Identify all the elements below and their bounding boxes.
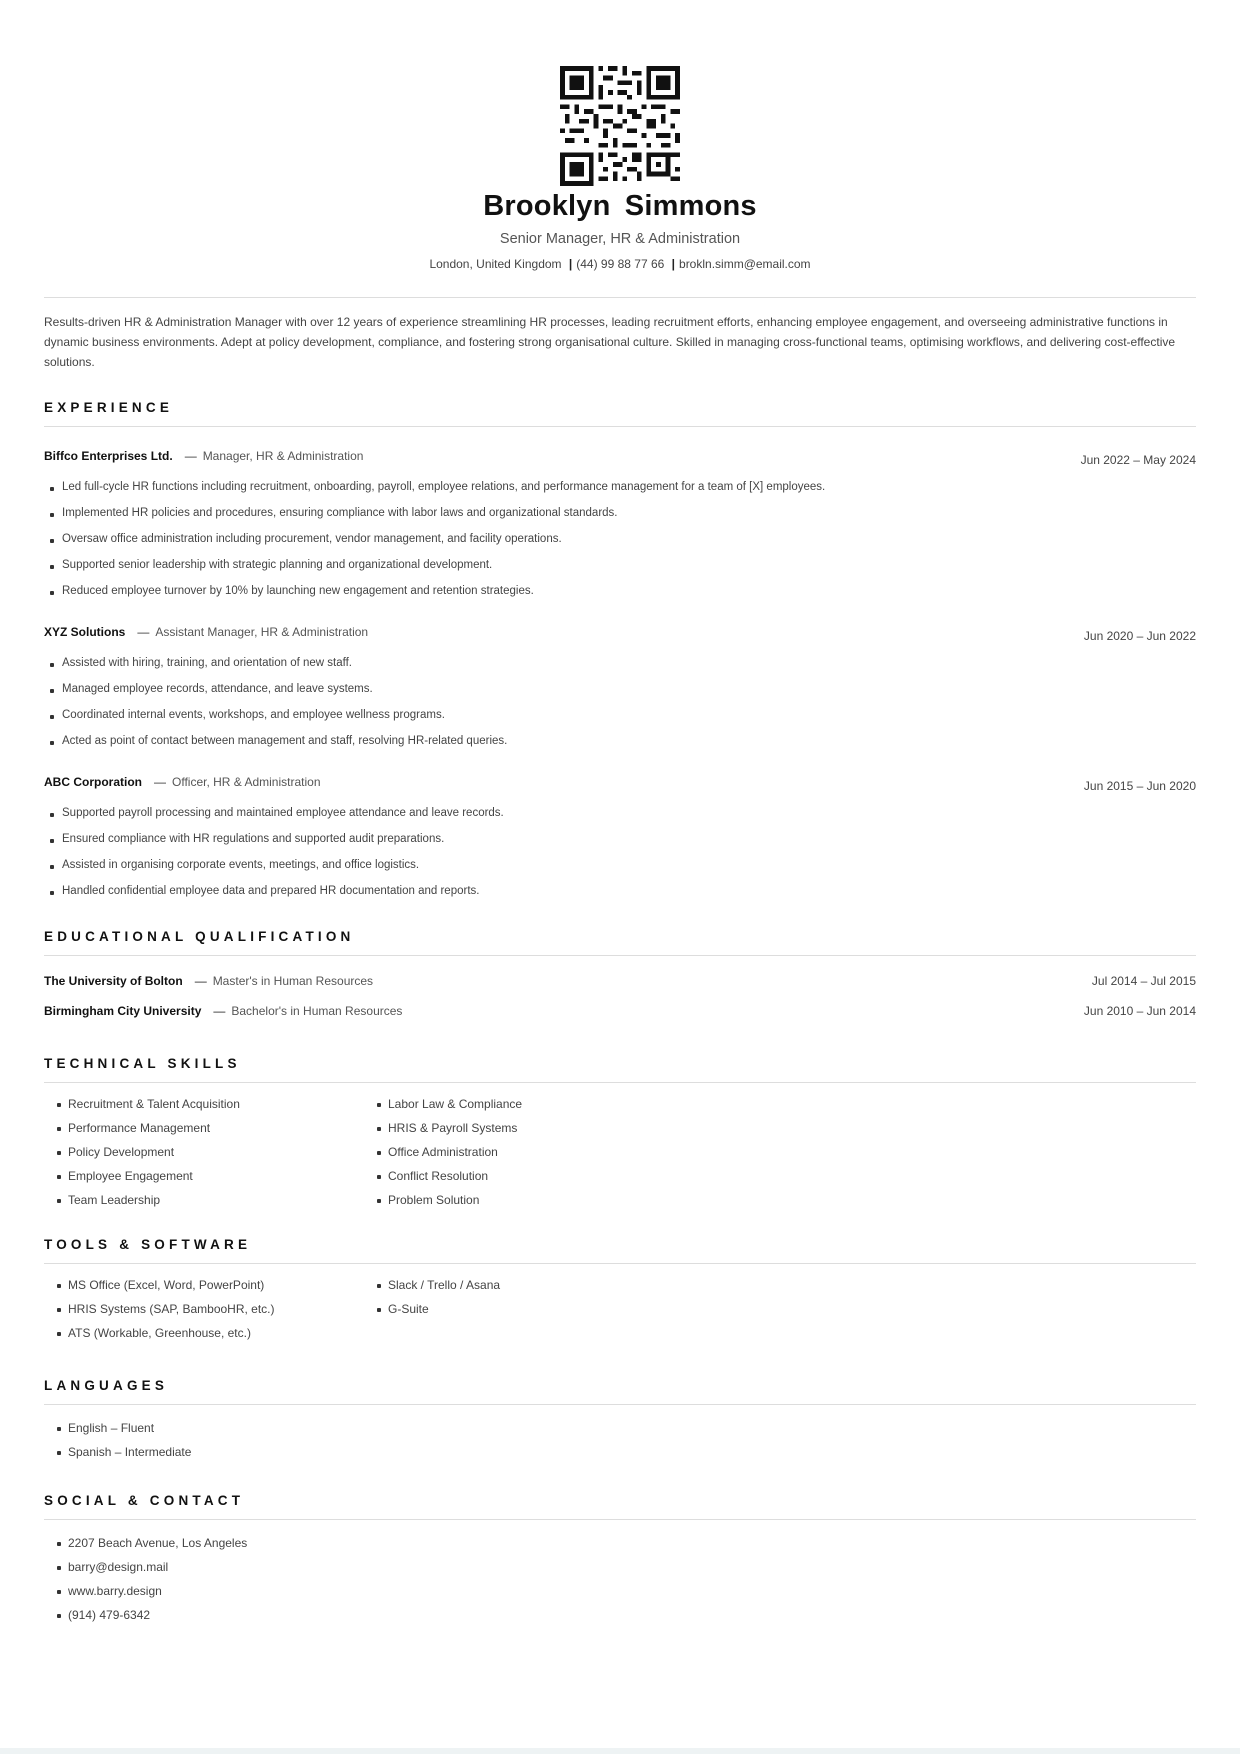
education-item: The University of Bolton — Master's in Human Resources Jul 2014 – Jul 2015: [44, 974, 1196, 988]
tools-list-right: [364, 1278, 684, 1326]
employer-name: XYZ Solutions: [44, 625, 126, 639]
job-title: Manager, HR & Administration: [202, 449, 364, 463]
skill-item: Office Administration: [364, 1145, 684, 1169]
candidate-name: Brooklyn Simmons: [483, 190, 757, 222]
education-list: [44, 966, 1196, 1026]
bullet-item: Oversaw office administration including procurement, vendor management, and facility operations.: [44, 533, 1196, 559]
tool-item: Slack / Trello / Asana: [364, 1278, 684, 1302]
phone-text: (44) 99 88 77 66: [576, 257, 665, 271]
experience-item: ABC Corporation — Officer, HR & Administration Jun 2015 – Jun 2020 Supported payroll processing and maintained employee attendance and leave records. Ensured compliance with HR regulations and supported audit preparations. Assisted in organising corporate events, meetings, and office logistics. Handled confidential employee data and prepared HR documentation and reports.: [44, 775, 1196, 911]
bullet-item: Acted as point of contact between management and staff, resolving HR-related queries.: [44, 735, 1196, 761]
tools-columns: [44, 1278, 1196, 1350]
skill-item: Employee Engagement: [44, 1169, 364, 1193]
separator: |: [568, 257, 573, 271]
tool-item: MS Office (Excel, Word, PowerPoint): [44, 1278, 364, 1302]
job-title: Assistant Manager, HR & Administration: [155, 625, 369, 639]
bullet-item: Reduced employee turnover by 10% by launching new engagement and retention strategies.: [44, 585, 1196, 611]
degree-name: Master's in Human Resources: [212, 974, 374, 988]
bullet-item: Managed employee records, attendance, and leave systems.: [44, 683, 1196, 709]
divider: [44, 1519, 1196, 1520]
tools-list-left: [44, 1278, 364, 1350]
education-dates: Jul 2014 – Jul 2015: [1091, 974, 1196, 988]
bullet-item: Handled confidential employee data and prepared HR documentation and reports.: [44, 885, 1196, 911]
language-item: English – Fluent: [44, 1421, 1196, 1445]
skill-item: HRIS & Payroll Systems: [364, 1121, 684, 1145]
divider: [44, 955, 1196, 956]
job-dates: Jun 2022 – May 2024: [1080, 453, 1196, 467]
resume-page: [44, 0, 1196, 1632]
language-item: Spanish – Intermediate: [44, 1445, 1196, 1469]
job-dates: Jun 2020 – Jun 2022: [1083, 629, 1196, 643]
phone-item: (914) 479-6342: [44, 1608, 1196, 1632]
page-bottom-edge: [0, 1748, 1240, 1754]
skill-item: Recruitment & Talent Acquisition: [44, 1097, 364, 1121]
bullet-item: Assisted with hiring, training, and orientation of new staff.: [44, 657, 1196, 683]
website-item[interactable]: www.barry.design: [44, 1584, 1196, 1608]
job-bullets: [44, 481, 1196, 611]
bullet-item: Coordinated internal events, workshops, and employee wellness programs.: [44, 709, 1196, 735]
email-item[interactable]: barry@design.mail: [44, 1560, 1196, 1584]
skill-item: Problem Solution: [364, 1193, 684, 1217]
divider: [44, 1263, 1196, 1264]
social-list: [44, 1536, 1196, 1632]
skills-columns: [44, 1097, 1196, 1217]
skill-item: Labor Law & Compliance: [364, 1097, 684, 1121]
section-title-languages: LANGUAGES: [44, 1378, 169, 1393]
job-bullets: [44, 807, 1196, 911]
bullet-item: Implemented HR policies and procedures, ensuring compliance with labor laws and organizational standards.: [44, 507, 1196, 533]
languages-list: [44, 1421, 1196, 1469]
address-item: 2207 Beach Avenue, Los Angeles: [44, 1536, 1196, 1560]
education-item: Birmingham City University — Bachelor's in Human Resources Jun 2010 – Jun 2014: [44, 1004, 1196, 1018]
skill-item: Policy Development: [44, 1145, 364, 1169]
experience-item: Biffco Enterprises Ltd. — Manager, HR & Administration Jun 2022 – May 2024 Led full-cycle HR functions including recruitment, onboarding, payroll, employee relations, and performance management for a team of [X] employees. Implemented HR policies and procedures, ensuring compliance with labor laws and organizational standards. Oversaw office administration including procurement, vendor management, and facility operations. Supported senior leadership with strategic planning and organizational development. Reduced employee turnover by 10% by launching new engagement and retention strategies.: [44, 449, 1196, 611]
contact-line: [44, 257, 1196, 271]
tool-item: G-Suite: [364, 1302, 684, 1326]
skill-item: Team Leadership: [44, 1193, 364, 1217]
bullet-item: Ensured compliance with HR regulations and supported audit preparations.: [44, 833, 1196, 859]
divider: [44, 1404, 1196, 1405]
tool-item: ATS (Workable, Greenhouse, etc.): [44, 1326, 364, 1350]
section-title-contact: SOCIAL & CONTACT: [44, 1493, 245, 1508]
divider: [44, 297, 1196, 298]
section-title-education: EDUCATIONAL QUALIFICATION: [44, 929, 355, 944]
skills-list-left: [44, 1097, 364, 1217]
divider: [44, 1082, 1196, 1083]
bullet-item: Supported payroll processing and maintained employee attendance and leave records.: [44, 807, 1196, 833]
email-link[interactable]: brokln.simm@email.com: [679, 257, 811, 271]
resume-header: [44, 0, 1196, 271]
divider: [44, 426, 1196, 427]
section-title-experience: EXPERIENCE: [44, 400, 174, 415]
school-name: Birmingham City University: [44, 1004, 202, 1018]
bullet-item: Led full-cycle HR functions including recruitment, onboarding, payroll, employee relations, and performance management for a team of [X] employees.: [44, 481, 1196, 507]
section-title-skills: TECHNICAL SKILLS: [44, 1056, 241, 1071]
employer-name: Biffco Enterprises Ltd.: [44, 449, 173, 463]
tool-item: HRIS Systems (SAP, BambooHR, etc.): [44, 1302, 364, 1326]
skill-item: Conflict Resolution: [364, 1169, 684, 1193]
candidate-role: Senior Manager, HR & Administration: [499, 231, 741, 247]
experience-item: XYZ Solutions — Assistant Manager, HR & Administration Jun 2020 – Jun 2022 Assisted with hiring, training, and orientation of new staff. Managed employee records, attendance, and leave systems. Coordinated internal events, workshops, and employee wellness programs. Acted as point of contact between management and staff, resolving HR-related queries.: [44, 625, 1196, 761]
employer-name: ABC Corporation: [44, 775, 142, 789]
section-title-tools: TOOLS & SOFTWARE: [44, 1237, 252, 1252]
job-title: Officer, HR & Administration: [172, 775, 321, 789]
qr-code-icon: [560, 66, 680, 186]
bullet-item: Supported senior leadership with strategic planning and organizational development.: [44, 559, 1196, 585]
bullet-item: Assisted in organising corporate events, meetings, and office logistics.: [44, 859, 1196, 885]
degree-name: Bachelor's in Human Resources: [231, 1004, 403, 1018]
skills-list-right: [364, 1097, 684, 1217]
summary-paragraph: Results-driven HR & Administration Manager with over 12 years of experience streamlining HR processes, leading recruitment efforts, enhancing employee engagement, and overseeing administrative functions in dynamic business environments. Adept at policy development, compliance, and fostering strong organisational culture. Skilled in managing cross-functional teams, optimising workflows, and delivering cost-effective solutions.: [44, 315, 1176, 369]
school-name: The University of Bolton: [44, 974, 183, 988]
separator: |: [671, 257, 676, 271]
location-text: London, United Kingdom: [429, 257, 562, 271]
job-dates: Jun 2015 – Jun 2020: [1083, 779, 1196, 793]
job-bullets: [44, 657, 1196, 761]
skill-item: Performance Management: [44, 1121, 364, 1145]
education-dates: Jun 2010 – Jun 2014: [1083, 1004, 1196, 1018]
